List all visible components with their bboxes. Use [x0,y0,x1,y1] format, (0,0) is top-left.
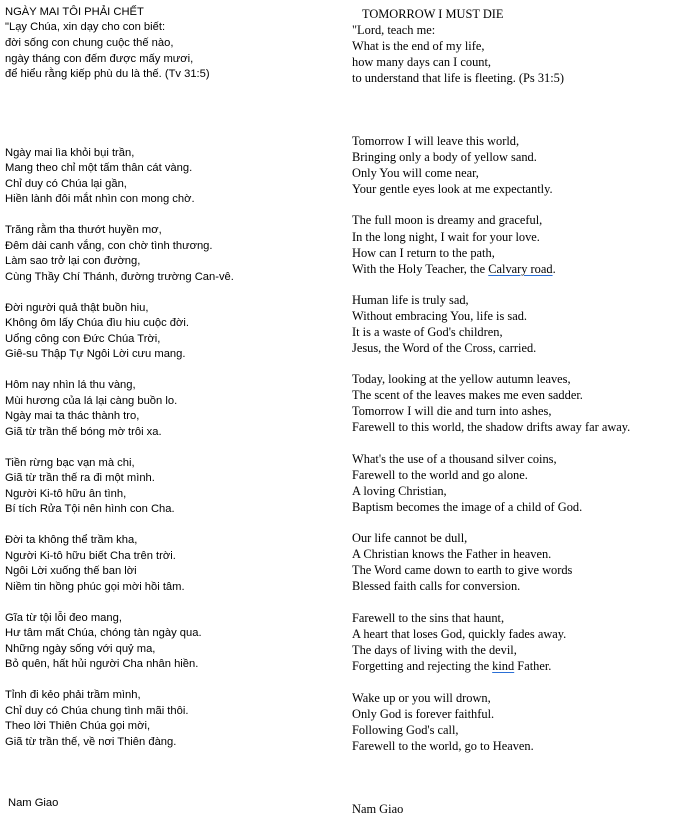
verse-line: Ngày mai lìa khỏi bụi trần, [5,147,135,159]
verse-line: Forgetting and rejecting the kind Father. [352,659,552,673]
verse-line: Ngày mai ta thác thành tro, [5,410,140,422]
intro-line: how many days can I count, [352,55,492,69]
verse-line: The days of living with the devil, [352,643,517,657]
verse-line: Giã từ trần thế ra đi một mình. [5,472,155,484]
verse-line: In the long night, I wait for your love. [352,230,540,244]
verse-line: Our life cannot be dull, [352,531,468,545]
poem-title: TOMORROW I MUST DIE [362,7,504,21]
verse-line: Your gentle eyes look at me expectantly. [352,182,553,196]
verse-line: Những ngày sống với quỷ ma, [5,643,156,655]
underlined-word: kind [492,659,515,673]
verse-line: Uổng công con Đức Chúa Trời, [5,333,161,345]
verse-line: Trăng rằm tha thướt huyền mơ, [5,224,162,236]
verse-text: Forgetting and rejecting the [352,659,493,673]
verse-line: Farewell to the world and go alone. [352,468,528,482]
verse-line: Đời ta không thể trầm kha, [5,534,138,546]
verse-line: The scent of the leaves makes me even sadder. [352,388,583,402]
verse-line: Farewell to the world, go to Heaven. [352,739,534,753]
verse-line: Niềm tin hồng phúc gọi mời hồi tâm. [5,581,185,593]
verse-line: Farewell to this world, the shadow drifts away far away. [352,420,631,434]
verse-line: Without embracing You, life is sad. [352,309,528,323]
verse-line: It is a waste of God's children, [352,325,503,339]
poem-title: NGÀY MAI TÔI PHẢI CHẾT [5,6,144,18]
verse-line: What's the use of a thousand silver coins, [352,452,557,466]
author-signature: Nam Giao [352,802,404,816]
underlined-phrase: Calvary road [488,262,553,276]
verse-line: Following God's call, [352,723,459,737]
verse-line: Người Ki-tô hữu ân tình, [5,488,127,500]
author-signature: Nam Giao [8,797,59,809]
verse-line: Đêm dài canh vắng, con chờ tình thương. [5,240,213,252]
verse-line: Đời người quả thật buồn hiu, [5,302,149,314]
verse-line: Giê-su Thập Tự Ngôi Lời cưu mang. [5,348,186,360]
verse-line: Blessed faith calls for conversion. [352,579,521,593]
verse-line: Người Ki-tô hữu biết Cha trên trời. [5,550,176,562]
verse-line: A heart that loses God, quickly fades away. [352,627,567,641]
intro-line: để hiểu rằng kiếp phù du là thế. (Tv 31:5) [5,68,210,80]
verse-line: How can I return to the path, [352,246,495,260]
verse-line: Tỉnh đi kẻo phải trầm mình, [5,689,141,701]
verse-line: Tomorrow I will die and turn into ashes, [352,404,552,418]
verse-line: Human life is truly sad, [352,293,469,307]
verse-line: With the Holy Teacher, the Calvary road. [352,262,556,276]
verse-line: Hiền lành đôi mắt nhìn con mong chờ. [5,193,195,205]
verse-line: Giã từ trần thế bóng mờ trôi xa. [5,426,162,438]
verse-line: Theo lời Thiên Chúa gọi mời, [5,720,151,732]
verse-line: Giã từ trần thế, về nơi Thiên đàng. [5,736,177,748]
verse-line: Bỏ quên, hất hủi người Cha nhân hiền. [5,658,199,670]
verse-line: The full moon is dreamy and graceful, [352,213,543,227]
verse-line: Làm sao trở lại con đường, [5,255,141,267]
intro-line: đời sống con chung cuộc thế nào, [5,37,174,49]
verse-line: Mùi hương của lá lại càng buồn lo. [5,395,178,407]
intro-line: to understand that life is fleeting. (Ps 31:5) [352,71,564,85]
verse-line: Only God is forever faithful. [352,707,495,721]
verse-line: Ngôi Lời xuống thế ban lời [5,565,137,577]
verse-line: Farewell to the sins that haunt, [352,611,505,625]
intro-line: What is the end of my life, [352,39,485,53]
intro-line: "Lord, teach me: [352,23,436,37]
verse-line: Không ôm lấy Chúa đìu hiu cuộc đời. [5,317,189,329]
verse-line: Jesus, the Word of the Cross, carried. [352,341,537,355]
verse-line: Hư tâm mất Chúa, chóng tàn ngày qua. [5,627,202,639]
verse-line: Bringing only a body of yellow sand. [352,150,537,164]
verse-text: With the Holy Teacher, the [352,262,489,276]
verse-line: Tiền rừng bạc vạn mà chi, [5,457,135,469]
intro-line: "Lạy Chúa, xin dạy cho con biết: [5,21,166,33]
verse-line: Wake up or you will drown, [352,691,491,705]
verse-line: Only You will come near, [352,166,479,180]
verse-line: Chỉ duy có Chúa chung tình mãi thôi. [5,705,189,717]
verse-line: Hôm nay nhìn lá thu vàng, [5,379,136,391]
verse-line: Baptism becomes the image of a child of God. [352,500,583,514]
verse-line: Gĩa từ tội lỗi đeo mang, [5,612,122,624]
verse-line: The Word came down to earth to give words [352,563,573,577]
verse-line: A loving Christian, [352,484,447,498]
verse-line: Today, looking at the yellow autumn leaves, [352,372,571,386]
verse-line: Mang theo chỉ một tấm thân cát vàng. [5,162,193,174]
verse-line: Tomorrow I will leave this world, [352,134,520,148]
verse-line: Chỉ duy có Chúa lại gần, [5,178,127,190]
verse-line: Bí tích Rửa Tội nên hình con Cha. [5,503,175,515]
verse-line: A Christian knows the Father in heaven. [352,547,552,561]
intro-line: ngày tháng con đếm được mấy mươi, [5,53,194,65]
verse-line: Cùng Thầy Chí Thánh, đường trường Can-vê. [5,271,234,283]
